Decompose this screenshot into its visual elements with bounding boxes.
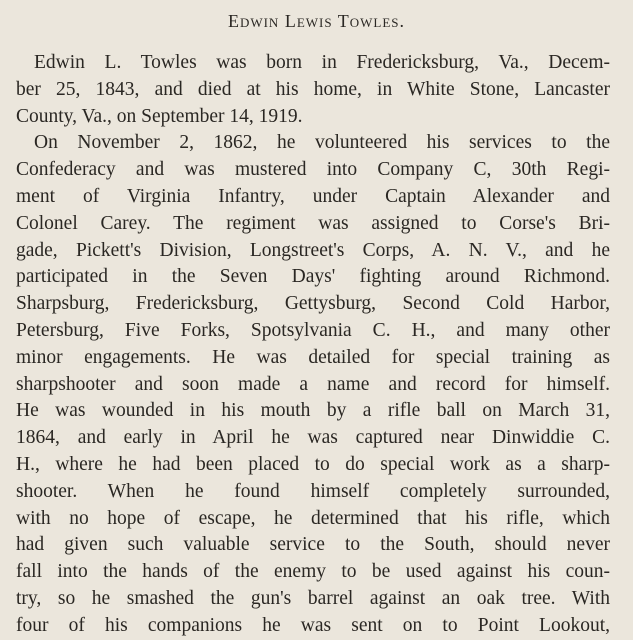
text-line: had given such valuable service to the South, should never <box>16 534 610 556</box>
text-line: Confederacy and was mustered into Company C, 30th Regi- <box>16 159 610 181</box>
text-line: ment of Virginia Infantry, under Captain Alexander and <box>16 185 610 207</box>
text-line: Petersburg, Five Forks, Spotsylvania C. H., and many other <box>16 319 610 341</box>
body-text <box>16 50 610 640</box>
text-line: ber 25, 1843, and died at his home, in White Stone, Lancaster <box>16 78 610 100</box>
text-line: On November 2, 1862, he volunteered his services to the <box>34 132 610 154</box>
text-line: with no hope of escape, he determined that his rifle, which <box>16 507 610 529</box>
text-line: participated in the Seven Days' fighting around Richmond. <box>16 266 610 288</box>
text-line: sharpshooter and soon made a name and record for himself. <box>16 373 610 395</box>
text-line: Edwin L. Towles was born in Fredericksburg, Va., Decem- <box>34 52 610 73</box>
text-line: H., where he had been placed to do special work as a sharp- <box>16 453 610 475</box>
text-line: He was wounded in his mouth by a rifle ball on March 31, <box>16 400 610 422</box>
page-title: Edwin Lewis Towles. <box>227 11 406 31</box>
text-line: shooter. When he found himself completely surrounded, <box>16 480 610 502</box>
text-line: fall into the hands of the enemy to be used against his coun- <box>16 561 610 583</box>
text-line: four of his companions he was sent on to Point Lookout, <box>16 614 610 636</box>
text-line: Sharpsburg, Fredericksburg, Gettysburg, Second Cold Harbor, <box>16 293 610 315</box>
text-line: 1864, and early in April he was captured near Dinwiddie C. <box>16 427 610 449</box>
text-line: gade, Pickett's Division, Longstreet's Corps, A. N. V., and he <box>16 239 610 261</box>
text-line: Colonel Carey. The regiment was assigned to Corse's Bri- <box>16 212 610 234</box>
text-line: County, Va., on September 14, 1919. <box>16 105 303 127</box>
text-line: try, so he smashed the gun's barrel against an oak tree. With <box>16 587 610 609</box>
text-line: minor engagements. He was detailed for special training as <box>16 346 610 368</box>
